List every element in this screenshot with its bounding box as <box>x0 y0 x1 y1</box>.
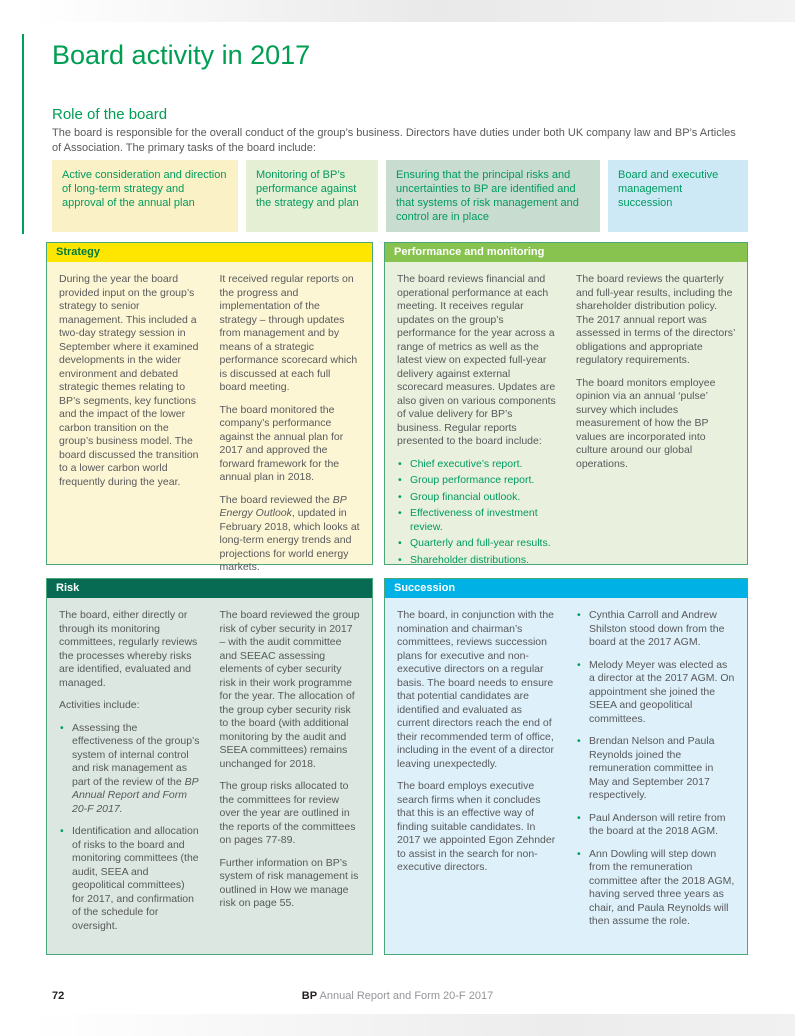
task-card-monitoring: Monitoring of BP’s performance against the strategy and plan <box>246 160 378 232</box>
list-item: • Shareholder distributions. <box>397 554 556 568</box>
text-run: Assessing the effectiveness of the group’s system of internal control and risk management as part of the review of the <box>72 721 200 788</box>
succession-panel <box>384 578 748 955</box>
performance-panel-header: Performance and monitoring <box>385 243 747 262</box>
list-item: • Brendan Nelson and Paula Reynolds joined the remuneration committee in May and September 2017 respectively. <box>576 735 735 803</box>
top-gradient-band <box>0 0 795 22</box>
text-run: , updated in February 2018, which looks at long-term energy trends and projections for world energy markets. <box>219 507 360 573</box>
role-of-board-heading: Role of the board <box>52 106 168 123</box>
strategy-paragraph: The board monitored the company’s performance against the annual plan for 2017 and approved the forward framework for the annual plan in 2018. <box>219 403 344 483</box>
risk-paragraph: Further information on BP’s system of risk management is outlined in How we manage risk on page 55. <box>219 856 359 909</box>
list-item: • Cynthia Carroll and Andrew Shilston stood down from the board at the 2017 AGM. <box>576 609 735 650</box>
risk-activities-list <box>59 722 200 934</box>
task-card-strategy: Active consideration and direction of long-term strategy and approval of the annual plan <box>52 160 238 232</box>
list-item: • Ann Dowling will step down from the remuneration committee after the 2018 AGM, having served three years as chair, and Paula Reynolds will then assume the role. <box>576 848 735 929</box>
succession-panel-body <box>385 598 747 948</box>
task-card-succession: Board and executive management succession <box>608 160 748 232</box>
strategy-panel-header: Strategy <box>47 243 372 262</box>
risk-paragraph: The board, either directly or through its monitoring committees, regularly reviews the processes whereby risks are identified, evaluated and managed. <box>59 609 198 689</box>
list-item: • Paul Anderson will retire from the board at the 2018 AGM. <box>576 812 735 839</box>
risk-panel-header: Risk <box>47 579 372 598</box>
risk-panel-body <box>47 598 372 952</box>
strategy-col-2 <box>220 273 361 575</box>
succession-col-2 <box>576 609 735 938</box>
succession-panel-header: Succession <box>385 579 747 598</box>
risk-paragraph: The group risks allocated to the committees for review over the year are outlined in the reports of the committees on pages 77-89. <box>219 780 356 846</box>
performance-paragraph: The board reviews financial and operational performance at each meeting. It receives regular updates on the group’s performance for the year across a range of metrics as well as the latest view on expected full-year delivery against external scorecard measures. Updates are also given on various components of value delivery for BP’s business. Regular reports presented to the board include: <box>397 273 556 447</box>
board-tasks-row <box>52 160 748 232</box>
text-run: The board reviewed the <box>219 493 333 506</box>
risk-col-2 <box>220 609 361 942</box>
page-number: 72 <box>52 990 65 1002</box>
task-card-risk: Ensuring that the principal risks and uncertainties to BP are identified and that systems of risk management and control are in place <box>386 160 600 232</box>
page-footer <box>0 990 795 1006</box>
page-title: Board activity in 2017 <box>52 40 311 70</box>
list-item: • Effectiveness of investment review. <box>397 507 556 534</box>
performance-report-list <box>397 458 556 568</box>
performance-col-1 <box>397 273 556 570</box>
performance-panel <box>384 242 748 565</box>
succession-changes-list <box>576 609 735 929</box>
left-green-rule <box>22 34 24 234</box>
italic-title-annual-report: BP Annual Report and Form 20-F 2017. <box>72 775 199 815</box>
strategy-paragraph: It received regular reports on the progress and implementation of the strategy – through updates from management and by means of a strategic performance scorecard which is discussed at each full board meeting. <box>219 273 358 393</box>
strategy-paragraph <box>220 494 361 575</box>
risk-panel <box>46 578 373 955</box>
strategy-panel-body <box>47 262 372 585</box>
list-item: • Group performance report. <box>397 474 556 488</box>
bp-logo-text: BP <box>301 990 318 1002</box>
risk-paragraph: Activities include: <box>59 699 140 711</box>
list-item <box>59 722 200 817</box>
list-item: • Melody Meyer was elected as a director at the 2017 AGM. On appointment she joined the SEEA and geopolitical committees. <box>576 659 735 727</box>
list-item: • Identification and allocation of risks to the board and monitoring committees (the audit, SEEA and geopolitical committees) for 2017, and confirmation of the schedule for oversight. <box>59 825 200 933</box>
list-item: • Group financial outlook. <box>397 491 556 505</box>
performance-panel-body <box>385 262 747 580</box>
performance-paragraph: The board reviews the quarterly and full-year results, including the shareholder distribution policy. The 2017 annual report was assessed in terms of the directors’ obligations and appropriate regulatory requirements. <box>576 273 735 366</box>
strategy-panel <box>46 242 373 573</box>
performance-col-2 <box>576 273 735 570</box>
role-intro-paragraph: The board is responsible for the overall conduct of the group’s business. Directors have duties under both UK company law and BP’s Articles of Association. The primary tasks of the board include: <box>52 127 736 154</box>
performance-paragraph: The board monitors employee opinion via an annual ‘pulse’ survey which includes measurement of how the BP values are incorporated into culture around our global operations. <box>576 376 716 470</box>
risk-col-1 <box>59 609 200 942</box>
footer-report-title <box>0 990 795 1002</box>
succession-paragraph: The board employs executive search firms when it concludes that this is an effective way of finding suitable candidates. In 2017 we appointed Egon Zehnder to assist in the search for non-executive directors. <box>397 780 556 873</box>
strategy-paragraph: During the year the board provided input on the group’s strategy to senior management. This included a two-day strategy session in September where it examined developments in the wider environment and debated strategic themes relating to BP’s segments, key functions and the impact of the lower carbon transition on the group’s business model. The board discussed the transition to a lower carbon world frequently during the year. <box>59 273 199 488</box>
italic-title-bp-energy-outlook: BP Energy Outlook <box>219 493 347 519</box>
succession-col-1 <box>397 609 556 938</box>
list-item: • Quarterly and full-year results. <box>397 537 556 551</box>
footer-report-name: Annual Report and Form 20-F 2017 <box>317 990 494 1002</box>
risk-paragraph: The board reviewed the group risk of cyber security in 2017 – with the audit committee and SEEAC assessing elements of cyber security risk in their work programme for the year. The allocation of the group cyber security risk to the board (with additional monitoring by the audit and SEEA committees) remains unchanged for 2018. <box>219 609 360 770</box>
strategy-col-1 <box>59 273 200 575</box>
succession-paragraph: The board, in conjunction with the nomination and chairman’s committees, reviews succession plans for executive and non-executive directors on a regular basis. The board needs to ensure that potential candidates are identified and evaluated as current directors reach the end of their recommended term of office, including in the event of a director leaving unexpectedly. <box>397 609 555 770</box>
bottom-gradient-band <box>0 1014 795 1036</box>
list-item: • Chief executive’s report. <box>397 458 556 472</box>
